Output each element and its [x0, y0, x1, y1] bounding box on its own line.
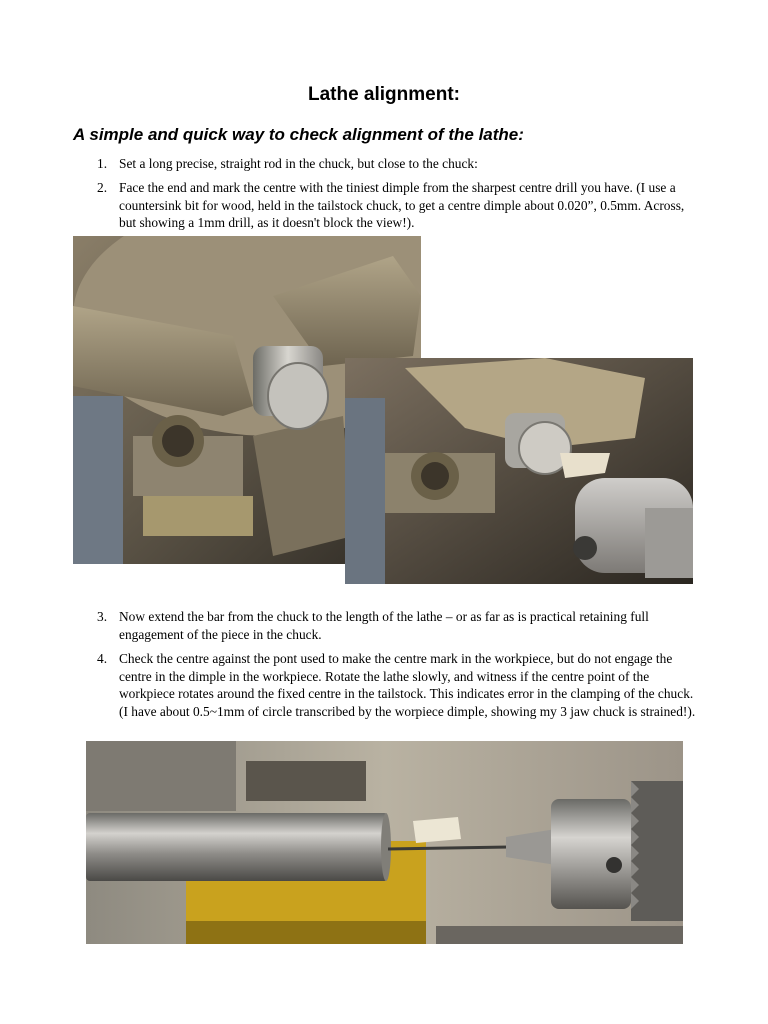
page-title: Lathe alignment:	[307, 84, 460, 105]
list-item-number: 4.	[97, 651, 108, 666]
list-item	[97, 155, 697, 173]
list-item	[97, 650, 697, 720]
photo-rod-and-tailstock	[86, 741, 683, 944]
list-item-text: Set a long precise, straight rod in the chuck, but close to the chuck:	[119, 156, 478, 171]
list-item-text: Now extend the bar from the chuck to the length of the lathe – or as far as is practical retaining full engagement of the piece in the chuck.	[119, 609, 649, 642]
photo-chuck-with-drill	[345, 358, 693, 584]
list-item-number: 2.	[97, 180, 108, 195]
list-item	[97, 179, 697, 232]
list-item-text: Check the centre against the pont used to make the centre mark in the workpiece, but do not engage the centre in the dimple in the workpiece. Rotate the lathe slowly, and witness if the centre point of the workpiece rotates around the fixed centre in the tailstock. This indicates error in the clamping of the chuck. (I have about 0.5~1mm of circle transcribed by the worpiece dimple, showing my 3 jaw chuck is strained!).	[119, 651, 696, 719]
list-item-number: 3.	[97, 609, 108, 624]
list-item-text: Face the end and mark the centre with the tiniest dimple from the sharpest centre drill you have. (I use a countersink bit for wood, held in the tailstock chuck, to get a centre dimple about 0.020”, 0.5mm. Across, but showing a 1mm drill, as it doesn't block the view!).	[119, 180, 685, 230]
page-subtitle: A simple and quick way to check alignment of the lathe:	[73, 125, 524, 144]
list-item	[97, 608, 697, 643]
list-item-number: 1.	[97, 156, 108, 171]
